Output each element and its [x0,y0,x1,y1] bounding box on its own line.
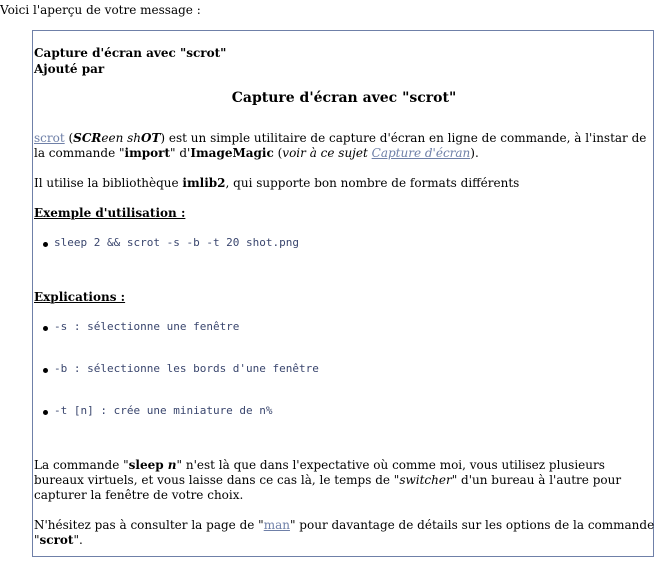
example-heading: Exemple d'utilisation : [34,206,186,220]
option-item: -t [n] : crée une miniature de n% [54,404,273,417]
explications-heading: Explications : [34,290,126,304]
sleep-paragraph: La commande "sleep n" n'est là que dans l'expectative où comme moi, vous utilisez plusieurs bureaux virtuels, et vous laisse dans ce cas là, le temps de "switcher" d'un bureau à l'autre pour capturer la fenêtre de votre choix. [34,458,622,502]
capture-ecran-link[interactable]: Capture d'écran [371,146,471,160]
library-paragraph: Il utilise la bibliothèque imlib2, qui supporte bon nombre de formats différents [34,176,520,190]
bullet-icon [43,326,48,331]
intro-paragraph: scrot (SCReen shOT) est un simple utilitaire de capture d'écran en ligne de commande, à l'instar de la commande "import" d'ImageMagic (voir à ce sujet Capture d'écran). [34,131,647,160]
option-item: -s : sélectionne une fenêtre [54,320,240,333]
scrot-link[interactable]: scrot [34,131,65,145]
message-title: Capture d'écran avec "scrot" [34,46,227,60]
man-link[interactable]: man [263,518,290,532]
article-heading: Capture d'écran avec "scrot" [231,90,457,106]
example-command: sleep 2 && scrot -s -b -t 20 shot.png [54,236,300,249]
man-paragraph: N'hésitez pas à consulter la page de "man" pour davantage de détails sur les options de la commande "scrot". [34,518,655,547]
bullet-icon [43,242,48,247]
preview-intro: Voici l'aperçu de votre message : [0,3,201,17]
bullet-icon [43,410,48,415]
option-item: -b : sélectionne les bords d'une fenêtre [54,362,319,375]
bullet-icon [43,368,48,373]
message-preview [32,30,654,557]
added-by: Ajouté par [34,62,105,76]
